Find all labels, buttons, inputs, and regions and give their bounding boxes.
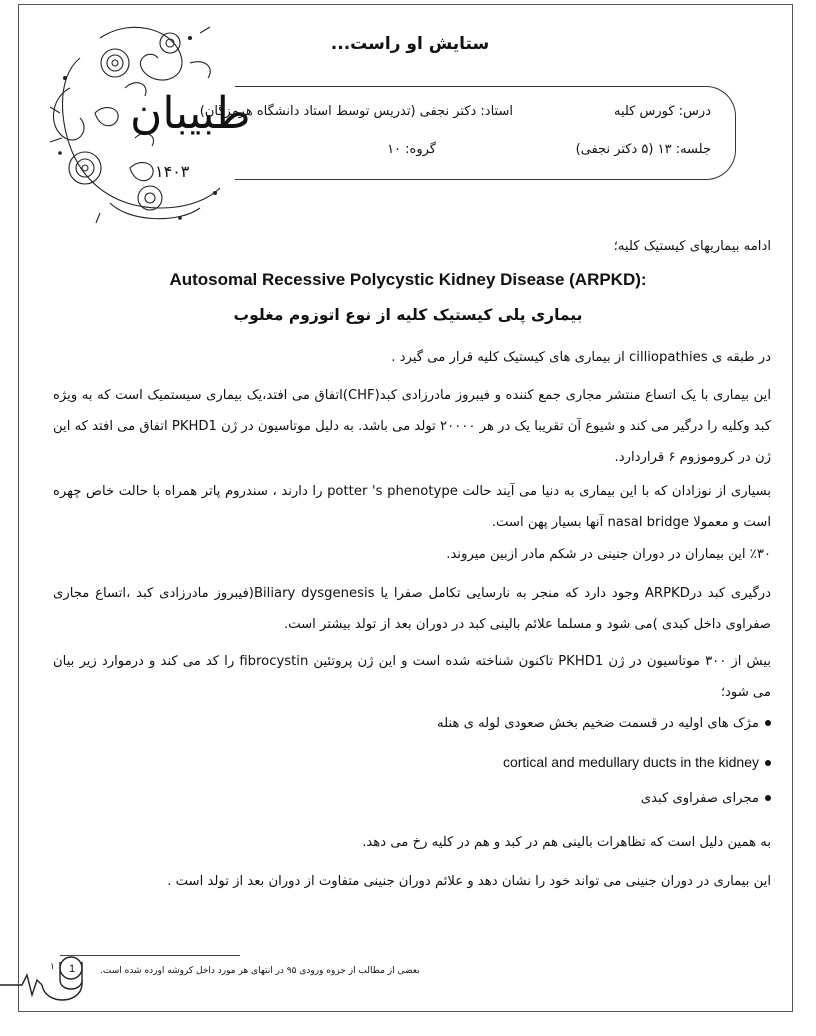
paragraph-6: بیش از ۳۰۰ موتاسیون در ژن PKHD1 تاکنون شناخته شده است و این ژن پروتئین fibrocystin را کد می کند و درموارد زیر بیان می شود؛ xyxy=(53,654,772,700)
bullet-item xyxy=(503,754,771,771)
course-label: درس: کورس کلیه xyxy=(613,104,711,119)
paragraph-7: به همین دلیل است که تظاهرات بالینی هم در کبد و هم در کلیه رخ می دهد. xyxy=(362,835,771,850)
stethoscope-icon xyxy=(0,950,110,1010)
section-title-en: Autosomal Recessive Polycystic Kidney Disease (ARPKD): xyxy=(169,270,647,289)
page-number: 1 xyxy=(68,963,76,975)
teacher-label: استاد: دکتر نجفی (تدریس توسط استاد دانشگاه هرمزگان) xyxy=(199,104,513,119)
bullet-text: cortical and medullary ducts in the kidney xyxy=(502,754,759,770)
bullet-text: مژک های اولیه در قسمت ضخیم بخش صعودی لوله ی هنله xyxy=(437,716,759,731)
bullet-text: مجرای صفراوی کبدی xyxy=(640,791,759,806)
paragraph-5: درگیری کبد درARPKD وجود دارد که منجر به نارسایی تکامل صفرا یا Biliary dysgenesis(فیبروز مادرزادی کبد ،اتساع مجاری صفراوی داخل کبدی )می شود و مسلما علائم بالینی کبد در دوران بعد از تولد بیشتر است. xyxy=(53,586,772,632)
footnote-mark: ۱ xyxy=(50,962,55,972)
section-title-fa: بیماری پلی کیستیک کلیه از نوع اتوزوم مغلوب xyxy=(233,306,583,324)
paragraph-4: ٪۳۰ این بیماران در دوران جنینی در شکم مادر ازبین میروند. xyxy=(446,547,771,562)
intro-line: ادامه بیماریهای کیستیک کلیه؛ xyxy=(613,239,771,254)
paragraph-8: این بیماری در دوران جنینی می تواند خود را نشان دهد و علائم دوران جنینی متفاوت از دوران بعد از تولد است . xyxy=(167,874,771,889)
bullet-dot xyxy=(765,760,771,766)
logo-text: طبیبان xyxy=(130,88,251,139)
paragraph-2: این بیماری با یک اتساع منتشر مجاری جمع کننده و فیبروز مادرزادی کبد(CHF)اتفاق می افتد،یک بیماری سیستمیک است که به ویژه کبد وکلیه را درگیر می کند و شیوع آن تقریبا یک در هر ۲۰۰۰۰ تولد می باشد. به دلیل موتاسیون در ژن PKHD1 اتفاق می افتد که این ژن در کروموزوم ۶ قراردارد. xyxy=(53,388,771,465)
footnote-text: بعضی از مطالب از جزوه ورودی ۹۵ در انتهای هر مورد داخل کروشه اورده شده است. xyxy=(100,966,420,976)
paragraph-1: در طبقه ی cilliopathies از بیماری های کیستیک کلیه قرار می گیرد . xyxy=(391,350,771,365)
group-label: گروه: ۱۰ xyxy=(387,142,436,157)
bullet-dot xyxy=(765,720,771,726)
paragraph-3: بسیاری از نوزادان که با این بیماری به دنیا می آیند حالت potter 's phenotype را دارند ، سندروم پاتر همراه با حالت خاص چهره است و معمولا nasal bridge آنها بسیار پهن است. xyxy=(53,484,771,530)
logo-year: ۱۴۰۳ xyxy=(155,162,190,181)
bullet-item xyxy=(437,716,771,731)
session-label: جلسه: ۱۳ (۵ دکتر نجفی) xyxy=(575,142,711,157)
header-box xyxy=(235,86,736,180)
bullet-dot xyxy=(765,795,771,801)
page-title: ستایش او راست... xyxy=(330,34,490,54)
bullet-item xyxy=(641,791,771,806)
